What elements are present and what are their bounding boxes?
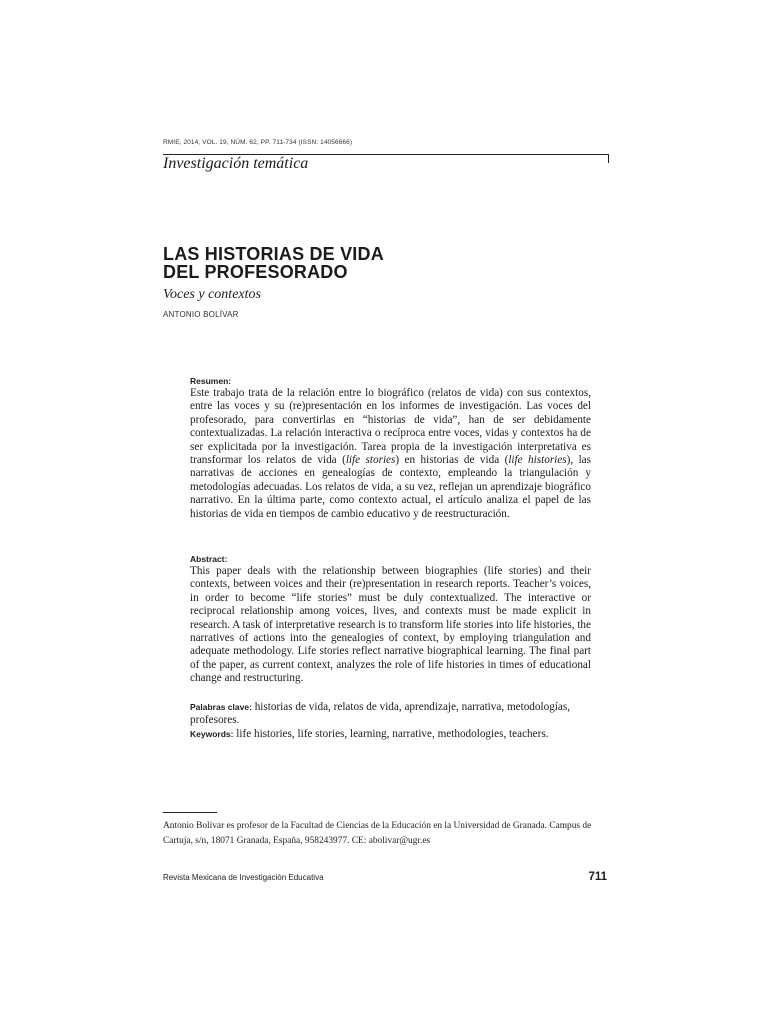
resumen-term-life-histories: life histories (508, 454, 567, 467)
keywords-section (190, 701, 591, 741)
resumen-text: ), las narrativas de acciones en genealogías de contexto, empleando la triangulación y metodologías adecuadas. Los relatos de vida, a su vez, reflejan un aprendizaje biográfico narrativo. En la última parte, como contexto actual, el artículo analiza el papel de las historias de vida en tiempos de cambio educativo y de reestructuración. (190, 454, 591, 520)
abstract-heading: Abstract: (190, 554, 228, 564)
keywords-en (190, 728, 591, 741)
resumen-term-life-stories: life stories (345, 454, 396, 467)
article-title-line-2: DEL PROFESORADO (163, 262, 348, 282)
page-number: 711 (588, 871, 607, 883)
keywords-es-text: historias de vida, relatos de vida, aprendizaje, narrativa, metodologías, profesores. (190, 701, 571, 727)
resumen-heading: Resumen: (190, 376, 232, 386)
abstract-body: This paper deals with the relationship between biographies (life stories) and their contexts, between voices and their (re)presentation in research reports. Teacher’s voices, in order to become “life stories” must be duly contextualized. The interactive or reciprocal relationship among voices, lives, and contexts must be made explicit in research. A task of interpretative research is to transform life stories into life histories, the narratives of actions into the genealogies of context, by employing triangulation and adequate methodology. Life stories reflect narrative biographical learning. The final part of the paper, as current context, analyzes the role of life histories in times of educational change and restructuring. (190, 565, 591, 685)
author-footnote (163, 819, 609, 849)
section-label: Investigación temática (163, 155, 309, 172)
keywords-en-label: Keywords: (190, 728, 234, 739)
author-name: ANTONIO BOLÍVAR (163, 310, 239, 319)
resumen-body (190, 387, 591, 521)
keywords-es (190, 701, 591, 728)
keywords-en-text: life histories, life stories, learning, narrative, methodologies, teachers. (236, 727, 549, 740)
resumen-text: Este trabajo trata de la relación entre lo biográfico (relatos de vida) con sus contextos, entre las voces y su (re)presentación en los informes de investigación. Las voces del profesorado, para convertirlas en “historias de vida”, han de ser debidamente contextualizadas. La relación interactiva o recíproca entre voces, vidas y contextos ha de ser explicitada por la investigación. Tarea propia de la investigación interpretativa es transformar los relatos de vida ( (190, 387, 591, 467)
article-subtitle: Voces y contextos (163, 287, 261, 302)
footnote-rule (163, 812, 217, 813)
abstract-section (190, 554, 591, 686)
footnote-email: abolivar@ugr.es (368, 836, 431, 846)
journal-name: Revista Mexicana de Investigación Educativa (163, 873, 324, 882)
article-title-line-1: LAS HISTORIAS DE VIDA (163, 244, 384, 264)
footnote-text: Antonio Bolívar es profesor de la Facultad de Ciencias de la Educación en la Universidad de Granada. Campus de Cartuja, s/n, 18071 Granada, España, 958243977. (163, 821, 592, 846)
resumen-text: ) en historias de vida ( (395, 454, 509, 467)
section-rule-tick (608, 154, 609, 163)
resumen-section (190, 376, 591, 521)
running-head: RMIE, 2014, VOL. 19, NÚM. 62, PP. 711-734 (ISSN: 14056666) (163, 139, 353, 146)
footnote-ce-label: CE: (351, 836, 367, 846)
keywords-es-label: Palabras clave: (190, 702, 252, 712)
article-title (163, 245, 384, 281)
